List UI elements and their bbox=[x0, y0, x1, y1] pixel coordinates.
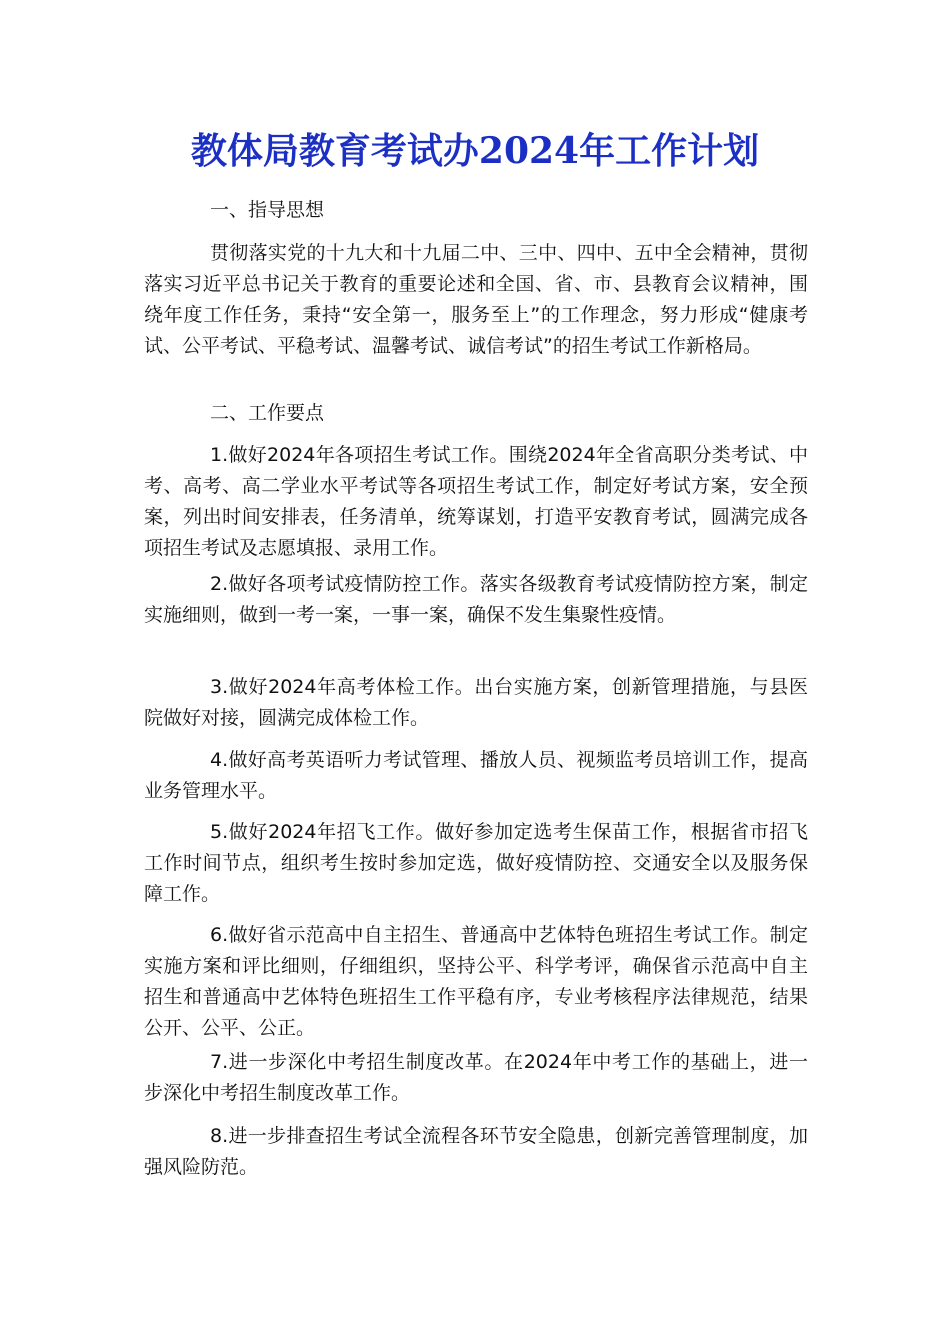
paragraph: 7.进一步深化中考招生制度改革。在2024年中考工作的基础上，进一步深化中考招生制度改革工作。 bbox=[144, 1051, 808, 1104]
work-point-6 bbox=[144, 920, 808, 1044]
paragraph: 8.进一步排查招生考试全流程各环节安全隐患，创新完善管理制度，加强风险防范。 bbox=[144, 1125, 808, 1178]
paragraph: 4.做好高考英语听力考试管理、播放人员、视频监考员培训工作，提高业务管理水平。 bbox=[144, 749, 808, 802]
paragraph: 6.做好省示范高中自主招生、普通高中艺体特色班招生考试工作。制定实施方案和评比细则，仔细组织，坚持公平、科学考评，确保省示范高中自主招生和普通高中艺体特色班招生工作平稳有序，专业考核程序法律规范，结果公开、公平、公正。 bbox=[144, 924, 808, 1039]
paragraph: 5.做好2024年招飞工作。做好参加定选考生保苗工作，根据省市招飞工作时间节点，组织考生按时参加定选，做好疫情防控、交通安全以及服务保障工作。 bbox=[144, 821, 808, 905]
work-point-2 bbox=[144, 569, 808, 631]
paragraph: 3.做好2024年高考体检工作。出台实施方案，创新管理措施，与县医院做好对接，圆满完成体检工作。 bbox=[144, 676, 808, 729]
document-title: 教体局教育考试办2024年工作计划 bbox=[190, 130, 760, 172]
work-point-5 bbox=[144, 817, 808, 910]
section-heading-work-points: 二、工作要点 bbox=[210, 402, 325, 424]
work-point-4 bbox=[144, 745, 808, 807]
paragraph: 贯彻落实党的十九大和十九届二中、三中、四中、五中全会精神，贯彻落实习近平总书记关于教育的重要论述和全国、省、市、县教育会议精神，围绕年度工作任务，秉持“安全第一，服务至上”的工作理念，努力形成“健康考试、公平考试、平稳考试、温馨考试、诚信考试”的招生考试工作新格局。 bbox=[144, 242, 808, 357]
work-point-1 bbox=[144, 440, 808, 564]
work-point-7 bbox=[144, 1047, 808, 1109]
section-heading-guiding-ideology: 一、指导思想 bbox=[210, 199, 325, 221]
work-point-8 bbox=[144, 1121, 808, 1183]
paragraph: 2.做好各项考试疫情防控工作。落实各级教育考试疫情防控方案，制定实施细则，做到一考一案，一事一案，确保不发生集聚性疫情。 bbox=[144, 573, 808, 626]
work-point-3 bbox=[144, 672, 808, 734]
paragraph: 1.做好2024年各项招生考试工作。围绕2024年全省高职分类考试、中考、高考、高二学业水平考试等各项招生考试工作，制定好考试方案，安全预案，列出时间安排表，任务清单，统筹谋划，打造平安教育考试，圆满完成各项招生考试及志愿填报、录用工作。 bbox=[144, 444, 808, 559]
section-body-guiding-ideology bbox=[144, 238, 808, 362]
